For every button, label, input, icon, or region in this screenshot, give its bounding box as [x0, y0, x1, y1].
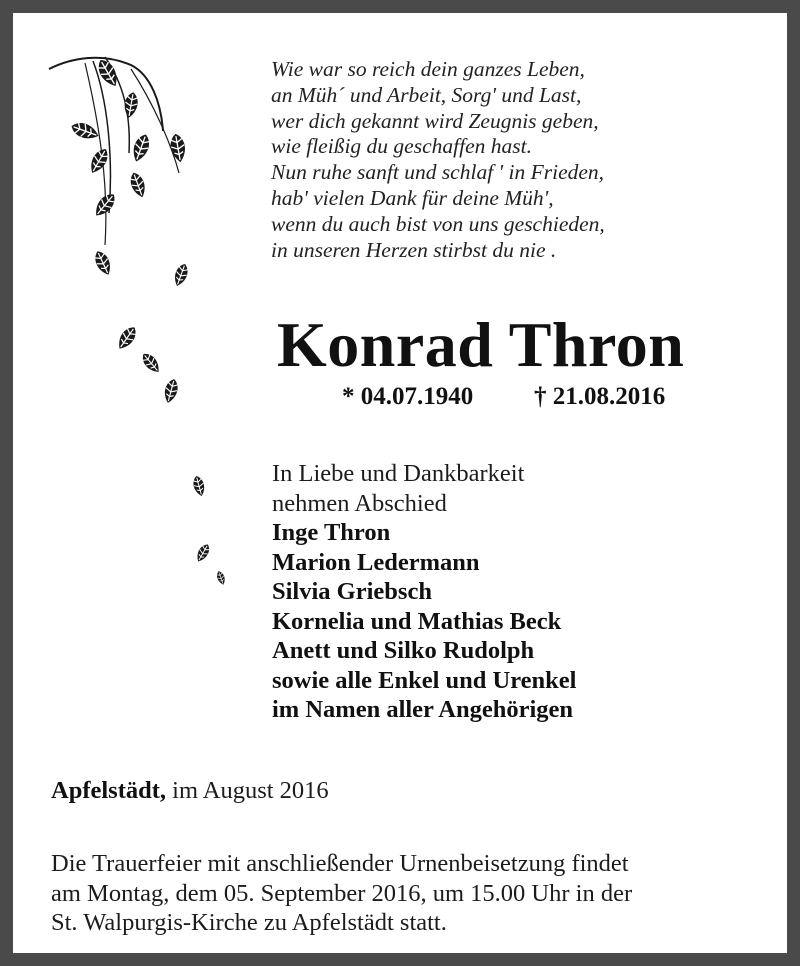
mourners-list: [272, 459, 576, 725]
birch-branch-icon: [13, 13, 233, 613]
birth-date: * 04.07.1940: [342, 383, 474, 410]
mourner-name: im Namen aller Angehörigen: [272, 696, 574, 723]
mourner-name: Silvia Griebsch: [272, 578, 432, 605]
poem-line: in unseren Herzen stirbst du nie .: [271, 237, 557, 262]
mourner-name: Marion Ledermann: [272, 548, 480, 576]
mourners-intro-line: In Liebe und Dankbarkeit: [272, 460, 525, 487]
mourner-name: Kornelia und Mathias Beck: [272, 607, 562, 635]
death-date: † 21.08.2016: [534, 383, 666, 410]
poem-line: Nun ruhe sanft und schlaf ' in Frieden,: [271, 160, 605, 185]
poem-line: Wie war so reich dein ganzes Leben,: [271, 57, 585, 81]
funeral-line: am Montag, dem 05. September 2016, um 15.00 Uhr in der: [51, 879, 633, 907]
funeral-line: Die Trauerfeier mit anschließender Urnenbeisetzung findet: [51, 850, 629, 877]
poem-line: hab' vielen Dank für deine Müh',: [271, 185, 554, 210]
funeral-info: [51, 849, 632, 938]
poem-line: an Müh´ und Arbeit, Sorg' und Last,: [271, 82, 582, 107]
poem-line: wenn du auch bist von uns geschieden,: [271, 211, 605, 236]
funeral-line: St. Walpurgis-Kirche zu Apfelstädt statt.: [51, 909, 447, 936]
mourner-name: Anett und Silko Rudolph: [272, 637, 535, 664]
place-date: im August 2016: [166, 777, 329, 804]
obituary-notice: [13, 13, 787, 953]
mourner-name: sowie alle Enkel und Urenkel: [272, 666, 577, 694]
poem: [271, 57, 605, 263]
place-town: Apfelstädt,: [51, 777, 167, 804]
poem-line: wie fleißig du geschaffen hast.: [271, 134, 532, 159]
place-and-date: [51, 777, 329, 805]
mourners-intro-line: nehmen Abschied: [272, 489, 447, 517]
deceased-name: Konrad Thron: [277, 309, 685, 380]
poem-line: wer dich gekannt wird Zeugnis geben,: [271, 108, 599, 133]
mourner-name: Inge Thron: [272, 519, 391, 546]
